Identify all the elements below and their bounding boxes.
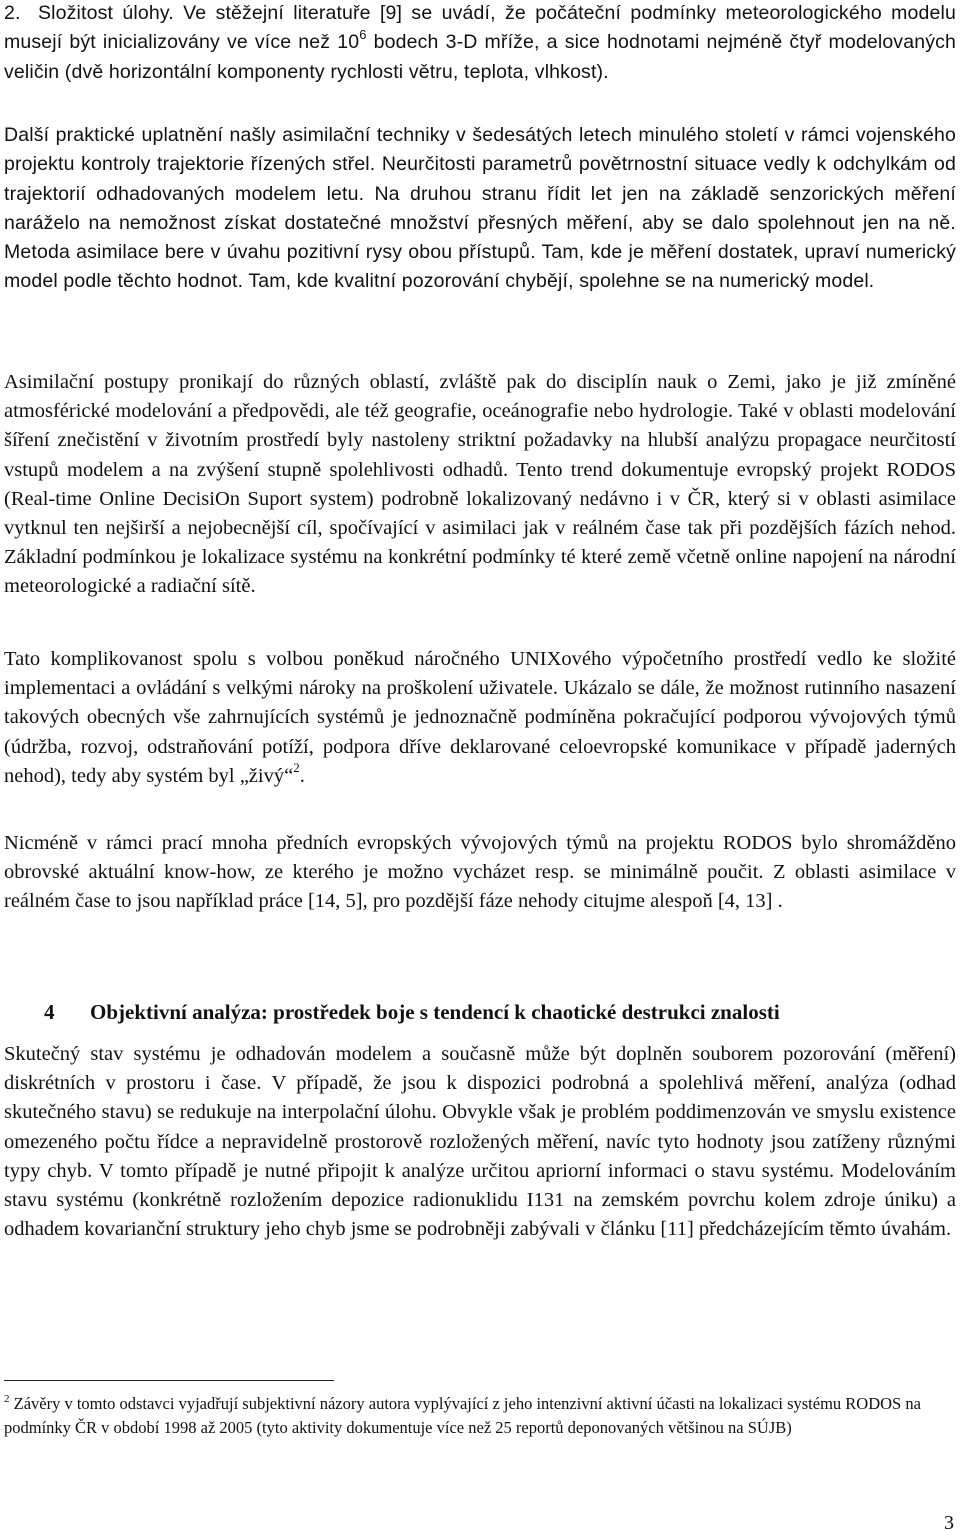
paragraph-complexity-text: Tato komplikovanost spolu s volbou poněkud náročného UNIXového výpočetního prostředí vedlo ke složité implementaci a ovládání s velkými nároky na proškolení uživatele. Ukázalo se dále, že možnost rutinního nasazení takových obecných vše zahrnujících systémů je jednoznačně podmíněna pokračující podporou vývojových týmů (údržba, rozvoj, odstraňování potíží, podpora dříve deklarované celoevropské komunikace v případě jaderných nehod), tedy aby systém byl „živý“ bbox=[4, 648, 956, 787]
paragraph-complexity-end: . bbox=[299, 764, 305, 787]
footnote-mark: 2 bbox=[4, 1392, 10, 1405]
page-number: 3 bbox=[944, 1512, 954, 1534]
paragraph-rodos-knowhow: Nicméně v rámci prací mnoha předních evropských vývojových týmů na projektu RODOS bylo shromážděno obrovské aktuální know-how, ze kterého je možno vycházet resp. se minimálně poučit. Z oblasti asimilace v reálném čase to jsou například práce [14, 5], pro pozdější fáze nehody citujme alespoň [4, 13] . bbox=[4, 832, 956, 913]
paragraph-assimilation-fields: Asimilační postupy pronikají do různých oblastí, zvláště pak do disciplín nauk o Zemi, jako je již zmíněné atmosférické modelování a předpovědi, ale též geografie, oceánografie nebo hydrologie. Také v oblasti modelování šíření znečistění v životním prostředí byly nastoleny striktní požadavky na hlubší analýzu propagace neurčitostí vstupů modelem a na zvýšení stupně spolehlivosti odhadů. Tento trend dokumentuje evropský projekt RODOS (Real-time Online DecisiOn Suport system) podrobně lokalizovaný nedávno i v ČR, který si v oblasti asimilace vytknul ten nejširší a nejobecnější cíl, spočívající v asimilaci jak v reálném čase tak při pozdějších fázích nehod. Základní podmínkou je lokalizace systému na konkrétní podmínky té které země včetně online napojení na národní meteorologické a radiační sítě. bbox=[4, 371, 956, 598]
footnote-separator bbox=[4, 1380, 334, 1381]
footnote bbox=[4, 1392, 956, 1439]
section-title: Objektivní analýza: prostředek boje s tendencí k chaotické destrukci znalosti bbox=[90, 1000, 780, 1024]
list-item-text-continued: bodech 3-D mříže, a sice hodnotami nejméně čtyř modelovaných veličin (dvě horizontální komponenty rychlosti větru, teplota, vlhkost). bbox=[4, 31, 956, 83]
list-item-text: Ve stěžejní literatuře [9] se uvádí, že počáteční podmínky meteorologického modelu musejí být inicializovány ve více než 10 bbox=[4, 2, 956, 54]
list-item-complexity bbox=[4, 0, 956, 87]
paragraph-complexity bbox=[4, 645, 956, 791]
list-item-number: 2. bbox=[4, 2, 21, 24]
footnote-reference[interactable]: 2 bbox=[293, 759, 300, 775]
paragraph-objective-analysis: Skutečný stav systému je odhadován modelem a současně může být doplněn souborem pozorování (měření) diskrétních v prostoru i čase. V případě, že jsou k dispozici podrobná a spolehlivá měření, analýza (odhad skutečného stavu) se redukuje na interpolační úlohu. Obvykle však je problém poddimenzován ve smyslu existence omezeného počtu řídce a nepravidelně prostorově rozložených měření, navíc tyto hodnoty jsou zatíženy různými typy chyb. V tomto případě je nutné připojit k analýze určitou apriorní informaci o stavu systému. Modelováním stavu systému (konkrétně rozložením depozice radionuklidu I131 na zemském povrchu kolem zdroje úniku) a odhadem kovarianční struktury jeho chyb jsme se podrobněji zabývali v článku [11] předcházejícím těmto úvahám. bbox=[4, 1043, 956, 1241]
list-item-title: Složitost úlohy. bbox=[38, 2, 174, 24]
paragraph-military-project: Další praktické uplatnění našly asimilační techniky v šedesátých letech minulého století v rámci vojenského projektu kontroly trajektorie řízených střel. Neurčitosti parametrů povětrnostní situace vedly k odchylkám od trajektorií odhadovaných modelem letu. Na druhou stranu řídit let jen na základě senzorických měření naráželo na nemožnost získat dostatečné množství přesných měření, aby se dalo spolehnout jen na ně. Metoda asimilace bere v úvahu pozitivní rysy obou přístupů. Tam, kde je měření dostatek, upraví numerický model podle těchto hodnot. Tam, kde kvalitní pozorování chybějí, spolehne se na numerický model. bbox=[4, 124, 956, 293]
section-heading bbox=[44, 997, 956, 1027]
section-number: 4 bbox=[44, 1000, 55, 1024]
footnote-text: Závěry v tomto odstavci vyjadřují subjektivní názory autora vyplývající z jeho intenzivní aktivní účasti na lokalizaci systému RODOS na podmínky ČR v období 1998 až 2005 (tyto aktivity dokumentuje více než 25 reportů deponovaných většinou na SÚJB) bbox=[4, 1394, 921, 1437]
superscript-exponent: 6 bbox=[359, 26, 367, 42]
